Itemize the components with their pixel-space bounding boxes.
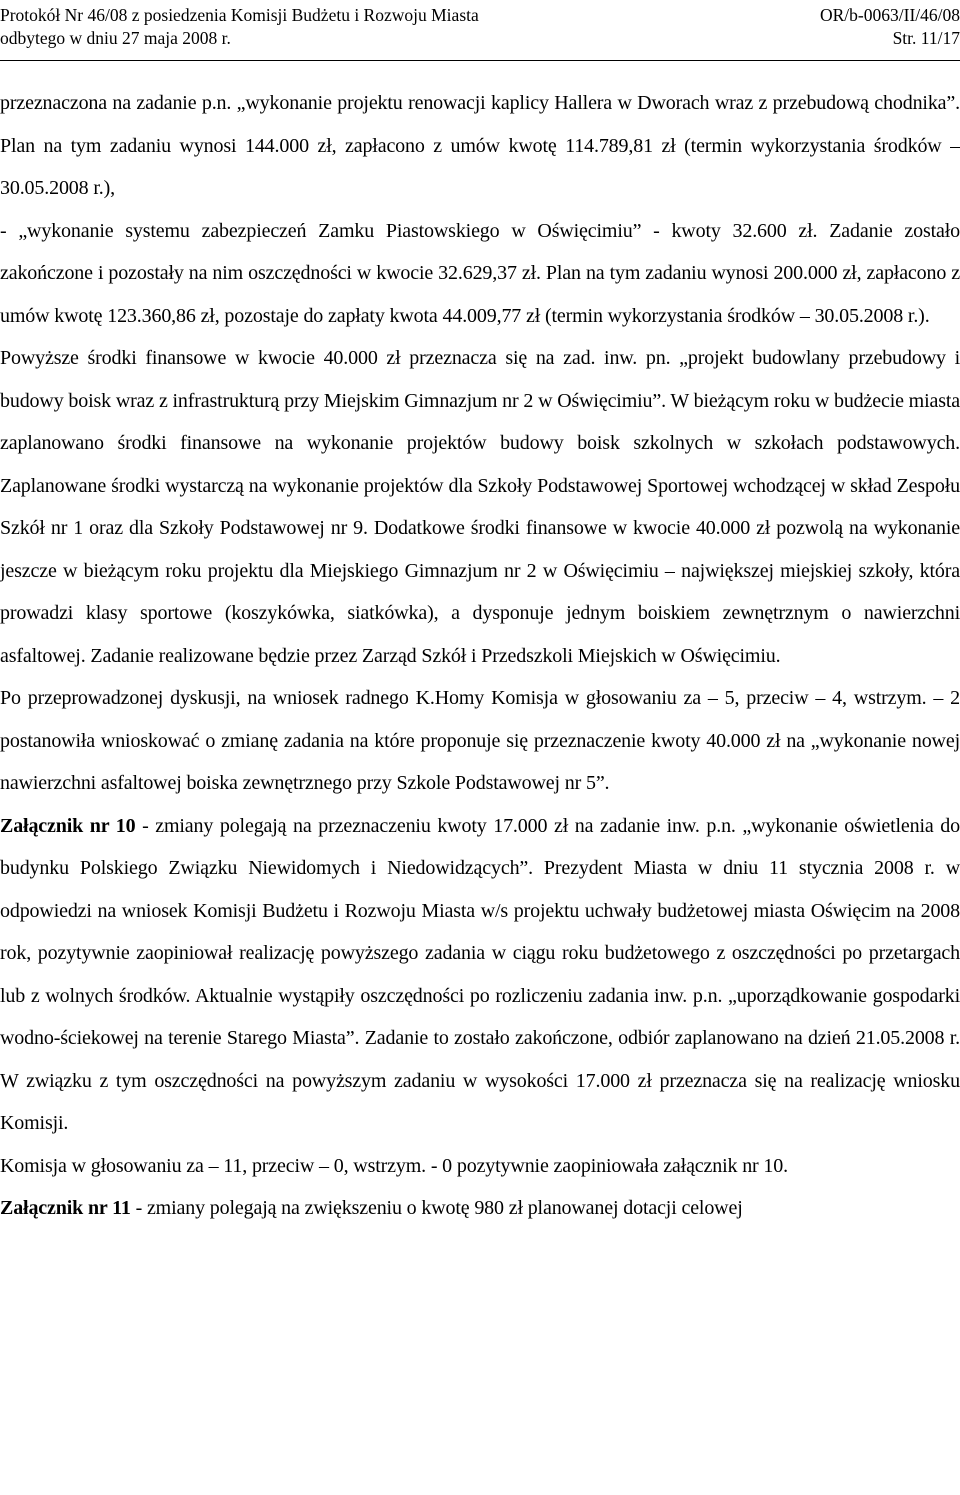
paragraph-6: Komisja w głosowaniu za – 11, przeciw – 0, wstrzym. - 0 pozytywnie zaopiniowała załącznik nr 10. bbox=[0, 1154, 788, 1177]
document-body bbox=[0, 82, 960, 1230]
header-row-1 bbox=[0, 4, 960, 27]
paragraph-7-text: - zmiany polegają na zwiększeniu o kwotę 980 zł planowanej dotacji celowej bbox=[130, 1197, 743, 1219]
paragraph-3: Powyższe środki finansowe w kwocie 40.000 zł przeznacza się na zad. inw. pn. „projekt budowlany przebudowy i budowy boisk wraz z infrastrukturą przy Miejskim Gimnazjum nr 2 w Oświęcimiu”. W bieżącym roku w budżecie miasta zaplanowano środki finansowe na wykonanie projektów budowy boisk szkolnych w szkołach podstawowych. Zaplanowane środki wystarczą na wykonanie projektów dla Szkoły Podstawowej Sportowej wchodzącej w skład Zespołu Szkół nr 1 oraz dla Szkoły Podstawowej nr 9. Dodatkowe środki finansowe w kwocie 40.000 zł pozwolą na wykonanie jeszcze w bieżącym roku projektu dla Miejskiego Gimnazjum nr 2 w Oświęcimiu – największej miejskiej szkoły, która prowadzi klasy sportowe (koszykówka, siatkówka), a dysponuje jednym boiskiem zewnętrznym o nawierzchni asfaltowej. Zadanie realizowane będzie przez Zarząd Szkół i Przedszkoli Miejskich w Oświęcimiu. bbox=[0, 347, 960, 667]
header-reference: OR/b-0063/II/46/08 bbox=[820, 5, 960, 25]
paragraph-5-text: - zmiany polegają na przeznaczeniu kwoty 17.000 zł na zadanie inw. p.n. „wykonanie oświetlenia do budynku Polskiego Związku Niewidomych i Niedowidzących”. Prezydent Miasta w dniu 11 stycznia 2008 r. w odpowiedzi na wniosek Komisji Budżetu i Rozwoju Miasta w/s projektu uchwały budżetowej miasta Oświęcim na 2008 rok, pozytywnie zaopiniował realizację powyższego zadania w ciągu roku budżetowego z oszczędności po przetargach lub z wolnych środków. Aktualnie wystąpiły oszczędności po rozliczeniu zadania inw. p.n. „uporządkowanie gospodarki wodno-ściekowej na terenie Starego Miasta”. Zadanie to zostało zakończone, odbiór zaplanowano na dzień 21.05.2008 r. W związku z tym oszczędności na powyższym zadaniu w wysokości 17.000 zł przeznacza się na realizację wniosku Komisji. bbox=[0, 814, 960, 1134]
page-number: Str. 11/17 bbox=[892, 28, 960, 48]
header-title-line1: Protokół Nr 46/08 z posiedzenia Komisji Budżetu i Rozwoju Miasta bbox=[0, 5, 479, 25]
attachment-11-label: Załącznik nr 11 bbox=[0, 1197, 131, 1219]
paragraph-1: przeznaczona na zadanie p.n. „wykonanie projektu renowacji kaplicy Hallera w Dworach wraz z przebudową chodnika”. Plan na tym zadaniu wynosi 144.000 zł, zapłacono z umów kwotę 114.789,81 zł (termin wykorzystania środków – 30.05.2008 r.), bbox=[0, 92, 960, 199]
paragraph-7 bbox=[0, 1187, 960, 1230]
header-divider bbox=[0, 60, 960, 61]
page-header bbox=[0, 4, 960, 60]
paragraph-2: - „wykonanie systemu zabezpieczeń Zamku Piastowskiego w Oświęcimiu” - kwoty 32.600 zł. Zadanie zostało zakończone i pozostały na nim oszczędności w kwocie 32.629,37 zł. Plan na tym zadaniu wynosi 200.000 zł, zapłacono z umów kwotę 123.360,86 zł, pozostaje do zapłaty kwota 44.009,77 zł (termin wykorzystania środków – 30.05.2008 r.). bbox=[0, 219, 960, 327]
header-row-2 bbox=[0, 27, 960, 50]
header-title-line2: odbytego w dniu 27 maja 2008 r. bbox=[0, 28, 231, 48]
paragraph-4: Po przeprowadzonej dyskusji, na wniosek radnego K.Homy Komisja w głosowaniu za – 5, przeciw – 4, wstrzym. – 2 postanowiła wnioskować o zmianę zadania na które proponuje się przeznaczenie kwoty 40.000 zł na „wykonanie nowej nawierzchni asfaltowej boiska zewnętrznego przy Szkole Podstawowej nr 5”. bbox=[0, 687, 960, 794]
attachment-10-label: Załącznik nr 10 bbox=[0, 814, 136, 837]
paragraph-5 bbox=[0, 805, 960, 1145]
